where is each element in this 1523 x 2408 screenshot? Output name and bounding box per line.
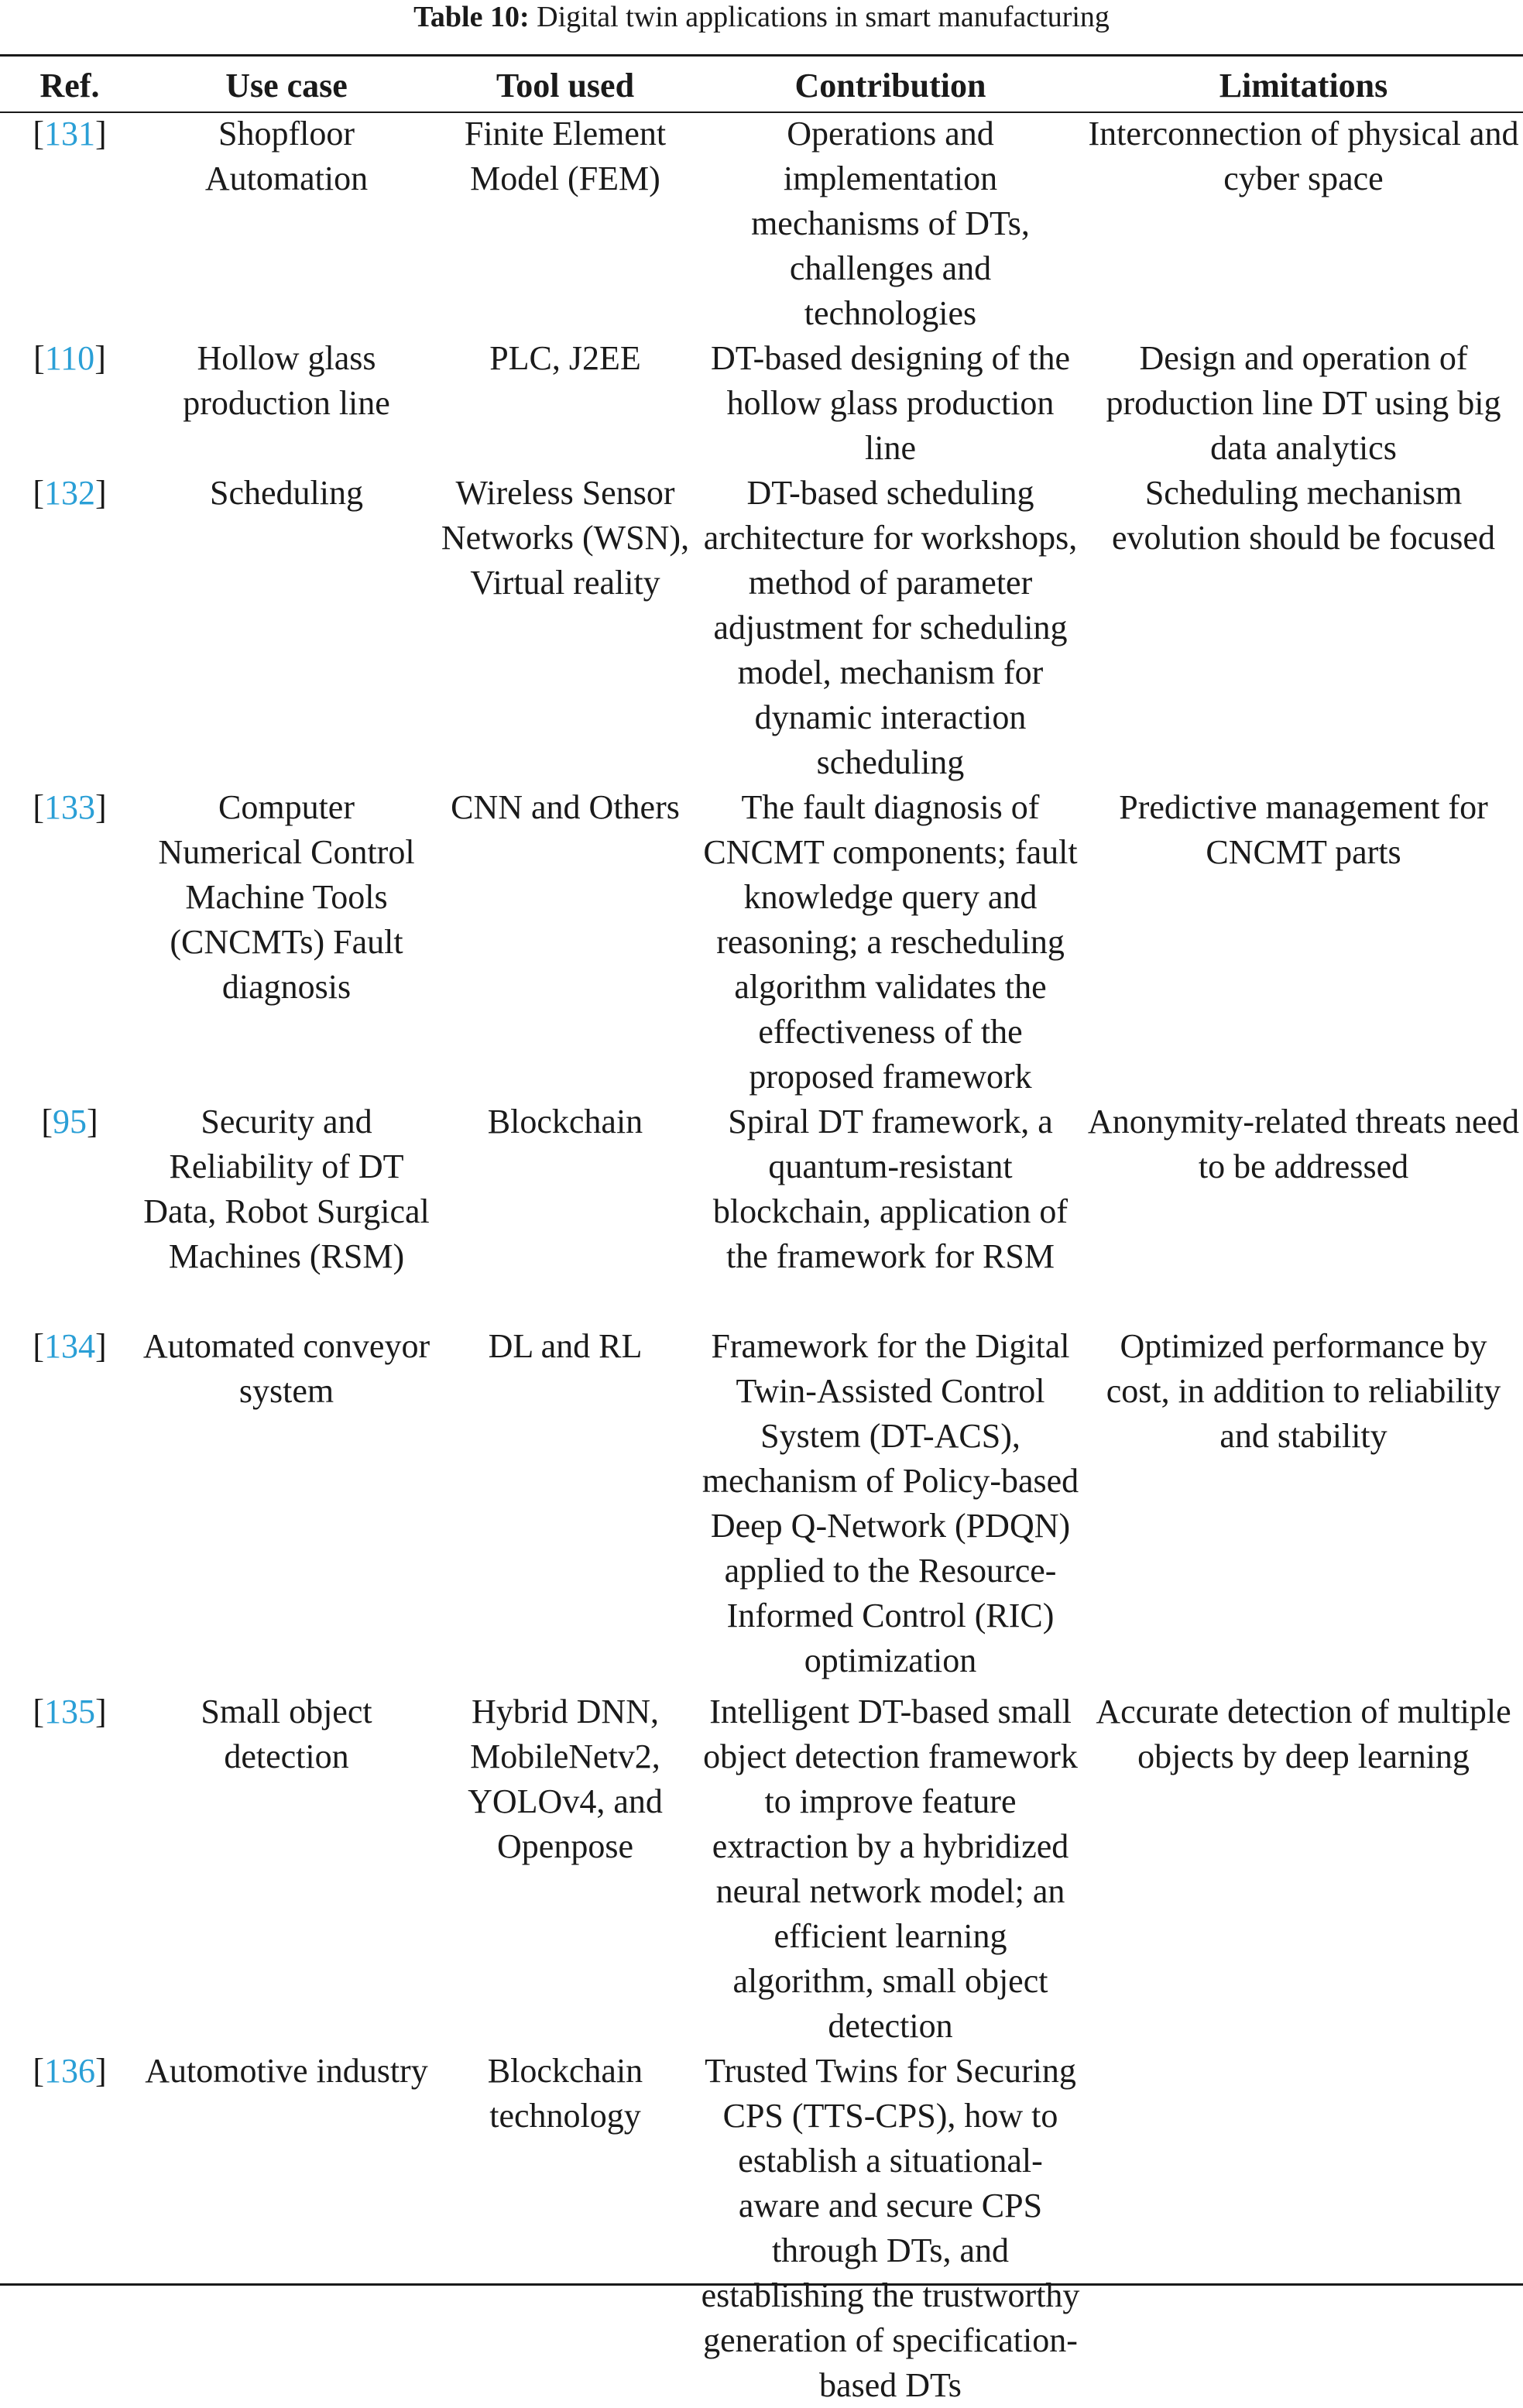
contribution-cell: DT-based scheduling architecture for workshops, method of parameter adjustment for scheduling model, mechanism for dynamic interaction scheduling <box>703 474 1078 781</box>
tool-cell: Wireless Sensor Networks (WSN), Virtual reality <box>441 474 690 602</box>
limitations-cell <box>1084 2049 1523 2408</box>
reference-link[interactable]: 134 <box>44 1327 95 1365</box>
table-row <box>0 471 1523 785</box>
limitations-cell: Accurate detection of multiple objects by deep learning <box>1096 1693 1511 1775</box>
use-case-cell: Computer Numerical Control Machine Tools (CNCMTs) Fault diagnosis <box>158 788 415 1006</box>
contribution-cell: Trusted Twins for Securing CPS (TTS-CPS), how to establish a situational-aware and secure CPS through DTs, and establishing the trustworthy generation of specification-based DTs <box>701 2052 1080 2404</box>
limitations-cell: Design and operation of production line DT using big data analytics <box>1106 339 1501 467</box>
reference-link[interactable]: 131 <box>44 115 95 153</box>
table-caption-text: Digital twin applications in smart manufacturing <box>537 1 1110 33</box>
column-header-limitations: Limitations <box>1219 67 1388 105</box>
table-row <box>0 111 1523 336</box>
tool-cell: Blockchain technology <box>487 2052 643 2135</box>
column-header-tool: Tool used <box>496 67 635 105</box>
use-case-cell: Scheduling <box>210 474 363 512</box>
limitations-cell: Predictive management for CNCMT parts <box>1119 788 1488 871</box>
limitations-cell: Interconnection of physical and cyber space <box>1088 115 1519 197</box>
contribution-cell: DT-based designing of the hollow glass production line <box>711 339 1070 467</box>
column-header-contribution: Contribution <box>794 67 986 105</box>
tool-cell: PLC, J2EE <box>489 339 641 377</box>
column-header-use-case: Use case <box>225 67 348 105</box>
table-row <box>0 785 1523 1099</box>
table-header-row <box>0 60 1523 111</box>
ref-cell: [133] <box>33 788 107 826</box>
table-row <box>0 336 1523 471</box>
use-case-cell: Automotive industry <box>145 2052 428 2090</box>
ref-cell: [131] <box>33 115 107 153</box>
table-row <box>0 2049 1523 2408</box>
reference-link[interactable]: 95 <box>53 1103 87 1141</box>
tool-cell: Hybrid DNN, MobileNetv2, YOLOv4, and Openpose <box>468 1693 663 1865</box>
contribution-cell: Operations and implementation mechanisms of DTs, challenges and technologies <box>751 115 1030 332</box>
ref-cell: [132] <box>33 474 107 512</box>
ref-cell: [134] <box>33 1327 107 1365</box>
contribution-cell: Framework for the Digital Twin-Assisted Control System (DT-ACS), mechanism of Policy-based Deep Q-Network (PDQN) applied to the Resource-Informed Control (RIC) optimization <box>701 1327 1079 1679</box>
table-top-rule <box>0 54 1523 57</box>
table-row <box>0 1099 1523 1324</box>
limitations-cell: Anonymity-related threats need to be addressed <box>1087 1103 1520 1185</box>
reference-link[interactable]: 110 <box>44 339 95 377</box>
limitations-cell: Scheduling mechanism evolution should be focused <box>1112 474 1495 557</box>
use-case-cell: Hollow glass production line <box>183 339 390 422</box>
use-case-cell: Small object detection <box>201 1693 372 1775</box>
ref-cell: [95] <box>41 1103 98 1141</box>
limitations-cell: Optimized performance by cost, in addition to reliability and stability <box>1106 1327 1501 1455</box>
tool-cell: DL and RL <box>488 1327 643 1365</box>
table-caption-label: Table 10: <box>413 1 530 33</box>
column-header-ref: Ref. <box>39 67 100 105</box>
contribution-cell: Spiral DT framework, a quantum-resistant blockchain, application of the framework for RSM <box>712 1103 1069 1275</box>
tool-cell: CNN and Others <box>451 788 680 826</box>
reference-link[interactable]: 136 <box>44 2052 95 2090</box>
use-case-cell: Automated conveyor system <box>142 1327 430 1410</box>
use-case-cell: Shopfloor Automation <box>204 115 369 197</box>
table-row <box>0 1324 1523 1689</box>
reference-link[interactable]: 135 <box>44 1693 95 1731</box>
tool-cell: Blockchain <box>487 1103 643 1141</box>
table-caption <box>0 0 1523 34</box>
ref-cell: [136] <box>33 2052 107 2090</box>
reference-link[interactable]: 133 <box>44 788 95 826</box>
table-row <box>0 1689 1523 2049</box>
digital-twin-table <box>0 60 1523 2408</box>
tool-cell: Finite Element Model (FEM) <box>464 115 667 197</box>
ref-cell: [135] <box>33 1693 107 1731</box>
use-case-cell: Security and Reliability of DT Data, Robot Surgical Machines (RSM) <box>143 1103 430 1275</box>
contribution-cell: The fault diagnosis of CNCMT components; fault knowledge query and reasoning; a rescheduling algorithm validates the effectiveness of the proposed framework <box>703 788 1078 1096</box>
reference-link[interactable]: 132 <box>44 474 95 512</box>
contribution-cell: Intelligent DT-based small object detection framework to improve feature extraction by a hybridized neural network model; an efficient learning algorithm, small object detection <box>703 1693 1078 2045</box>
ref-cell: [110] <box>33 339 106 377</box>
